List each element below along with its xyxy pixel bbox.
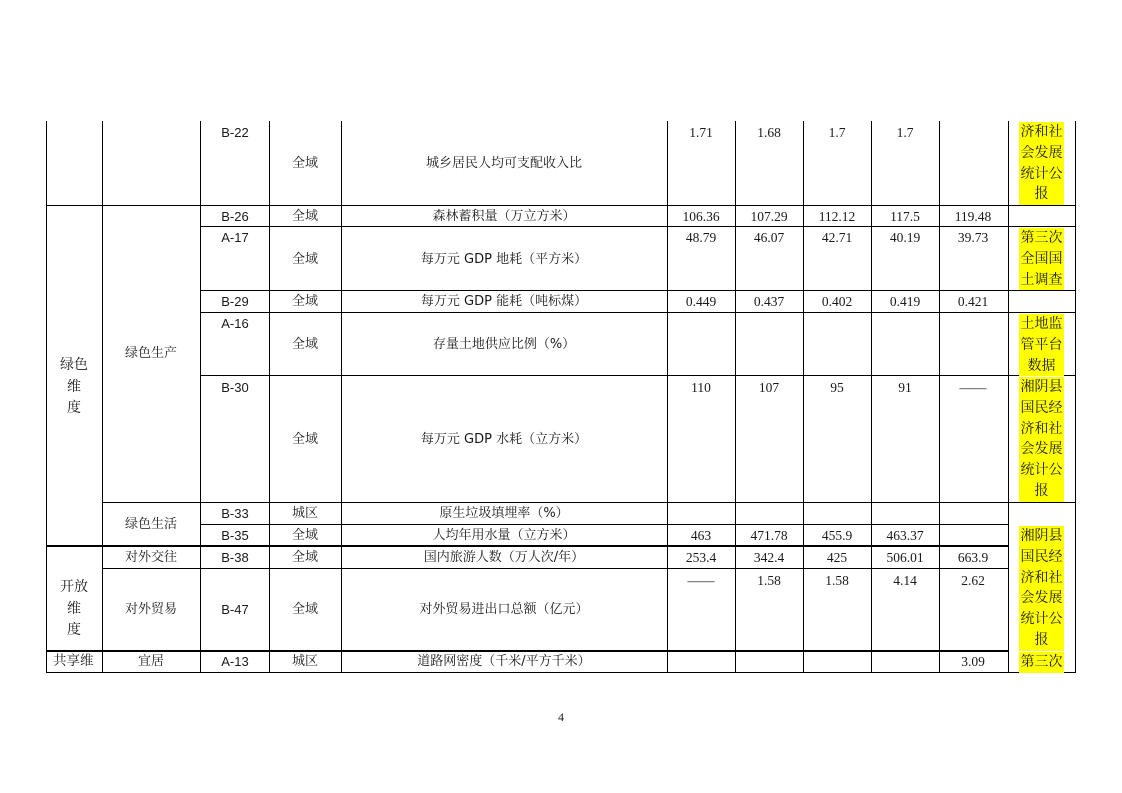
value-cell: 1.68	[757, 125, 781, 140]
row-border	[200, 375, 1076, 376]
row-border	[200, 290, 1076, 291]
value-cell: 1.58	[757, 573, 781, 588]
table-border	[667, 121, 668, 673]
indicator-code: B-22	[221, 125, 249, 140]
value-cell: 119.48	[954, 209, 992, 224]
subdimension-label: 宜居	[137, 654, 165, 669]
table-border	[871, 121, 872, 673]
indicator-scope: 全域	[291, 602, 319, 617]
indicator-scope: 城区	[291, 654, 319, 669]
table-border	[803, 121, 804, 673]
value-cell: 0.449	[685, 294, 717, 309]
value-cell: 425	[826, 550, 848, 565]
indicator-name: 城乡居民人均可支配收入比	[425, 156, 583, 171]
value-cell: 253.4	[685, 550, 717, 565]
value-cell: 117.5	[890, 209, 920, 224]
row-border-bottom	[46, 672, 1076, 673]
value-cell: 0.402	[821, 294, 853, 309]
indicator-code: B-30	[221, 380, 249, 395]
source-highlight: 土地监 管平台 数据	[1019, 314, 1064, 376]
indicator-name: 原生垃圾填埋率（%）	[439, 506, 569, 521]
indicator-name: 每万元 GDP 水耗（立方米）	[420, 432, 588, 447]
indicator-name: 存量土地供应比例（%）	[432, 337, 576, 352]
indicator-name: 森林蓄积量（万立方米）	[432, 209, 576, 224]
row-border	[102, 568, 1008, 569]
value-cell: 471.78	[750, 528, 788, 543]
dimension-label: 共享维	[53, 653, 94, 669]
value-cell: 3.09	[961, 654, 985, 669]
table-border	[1008, 121, 1009, 673]
indicator-code: A-17	[221, 230, 249, 245]
value-cell: 4.14	[893, 573, 917, 588]
indicator-scope: 全域	[291, 252, 319, 267]
indicator-name: 人均年用水量（立方米）	[432, 528, 576, 543]
table-border-left	[46, 121, 47, 673]
source-highlight: 湘阴县 国民经 济和社 会发展 统计公 报	[1019, 526, 1064, 651]
indicator-code: B-26	[221, 209, 249, 224]
indicator-name: 每万元 GDP 地耗（平方米）	[420, 252, 588, 267]
indicator-code: B-38	[221, 550, 249, 565]
indicator-scope: 全域	[291, 550, 319, 565]
indicator-code: A-16	[221, 316, 249, 331]
value-cell: 46.07	[753, 230, 785, 245]
indicator-scope: 全域	[291, 156, 319, 171]
value-cell: 0.421	[957, 294, 989, 309]
subdimension-label: 对外交往	[124, 550, 178, 565]
source-highlight: 湘阴县 国民经 济和社 会发展 统计公 报	[1019, 377, 1064, 502]
indicator-scope: 全域	[291, 337, 319, 352]
subdimension-label: 绿色生产	[124, 346, 178, 361]
indicator-code: B-29	[221, 294, 249, 309]
value-cell: 1.58	[825, 573, 849, 588]
value-cell: ——	[687, 573, 715, 588]
page-number: 4	[558, 710, 564, 724]
indicator-name: 对外贸易进出口总额（亿元）	[419, 602, 589, 617]
value-cell: 1.7	[896, 125, 914, 140]
value-cell: 463.37	[886, 528, 924, 543]
value-cell: 48.79	[685, 230, 717, 245]
table-border	[341, 121, 342, 673]
value-cell: 42.71	[821, 230, 853, 245]
dimension-label: 绿色维 度	[60, 357, 88, 416]
value-cell: 112.12	[818, 209, 856, 224]
indicator-scope: 全域	[291, 432, 319, 447]
value-cell: 91	[898, 380, 912, 395]
table-border	[735, 121, 736, 673]
value-cell: 0.437	[753, 294, 785, 309]
source-highlight: 济和社 会发展 统计公 报	[1019, 122, 1064, 205]
value-cell: 107.29	[750, 209, 788, 224]
value-cell: 40.19	[889, 230, 921, 245]
row-border	[200, 226, 1076, 227]
value-cell: 1.71	[689, 125, 713, 140]
table-border	[102, 121, 103, 673]
subdimension-label: 绿色生活	[124, 517, 178, 532]
source-highlight: 第三次 全国国 土调查	[1019, 228, 1064, 290]
indicator-scope: 城区	[291, 506, 319, 521]
indicator-name: 国内旅游人数（万人次/年）	[423, 550, 585, 565]
value-cell: 463	[690, 528, 712, 543]
value-cell: 107	[758, 380, 780, 395]
indicator-code: B-35	[221, 528, 249, 543]
value-cell: 1.7	[828, 125, 846, 140]
value-cell: 663.9	[957, 550, 989, 565]
indicator-name: 道路网密度（千米/平方千米）	[417, 654, 591, 669]
subdimension-label: 对外贸易	[124, 602, 178, 617]
indicator-scope: 全域	[291, 209, 319, 224]
value-cell: 0.419	[889, 294, 921, 309]
indicator-name: 每万元 GDP 能耗（吨标煤）	[420, 294, 588, 309]
source-highlight: 第三次	[1019, 652, 1064, 673]
row-border	[200, 312, 1076, 313]
table-border	[200, 121, 201, 673]
indicator-code: A-13	[221, 654, 249, 669]
dimension-label: 开放维 度	[60, 579, 88, 638]
indicator-code: B-47	[221, 602, 249, 617]
indicator-code: B-33	[221, 506, 249, 521]
table-border	[269, 121, 270, 673]
table-border	[939, 121, 940, 673]
indicator-scope: 全域	[291, 294, 319, 309]
table-border-right	[1075, 121, 1076, 673]
value-cell: 342.4	[753, 550, 785, 565]
indicator-scope: 全域	[291, 528, 319, 543]
value-cell: 2.62	[961, 573, 985, 588]
value-cell: 39.73	[957, 230, 989, 245]
value-cell: 106.36	[682, 209, 720, 224]
value-cell: 506.01	[886, 550, 924, 565]
value-cell: 110	[691, 380, 711, 395]
value-cell: ——	[959, 380, 987, 395]
value-cell: 455.9	[821, 528, 853, 543]
value-cell: 95	[830, 380, 844, 395]
